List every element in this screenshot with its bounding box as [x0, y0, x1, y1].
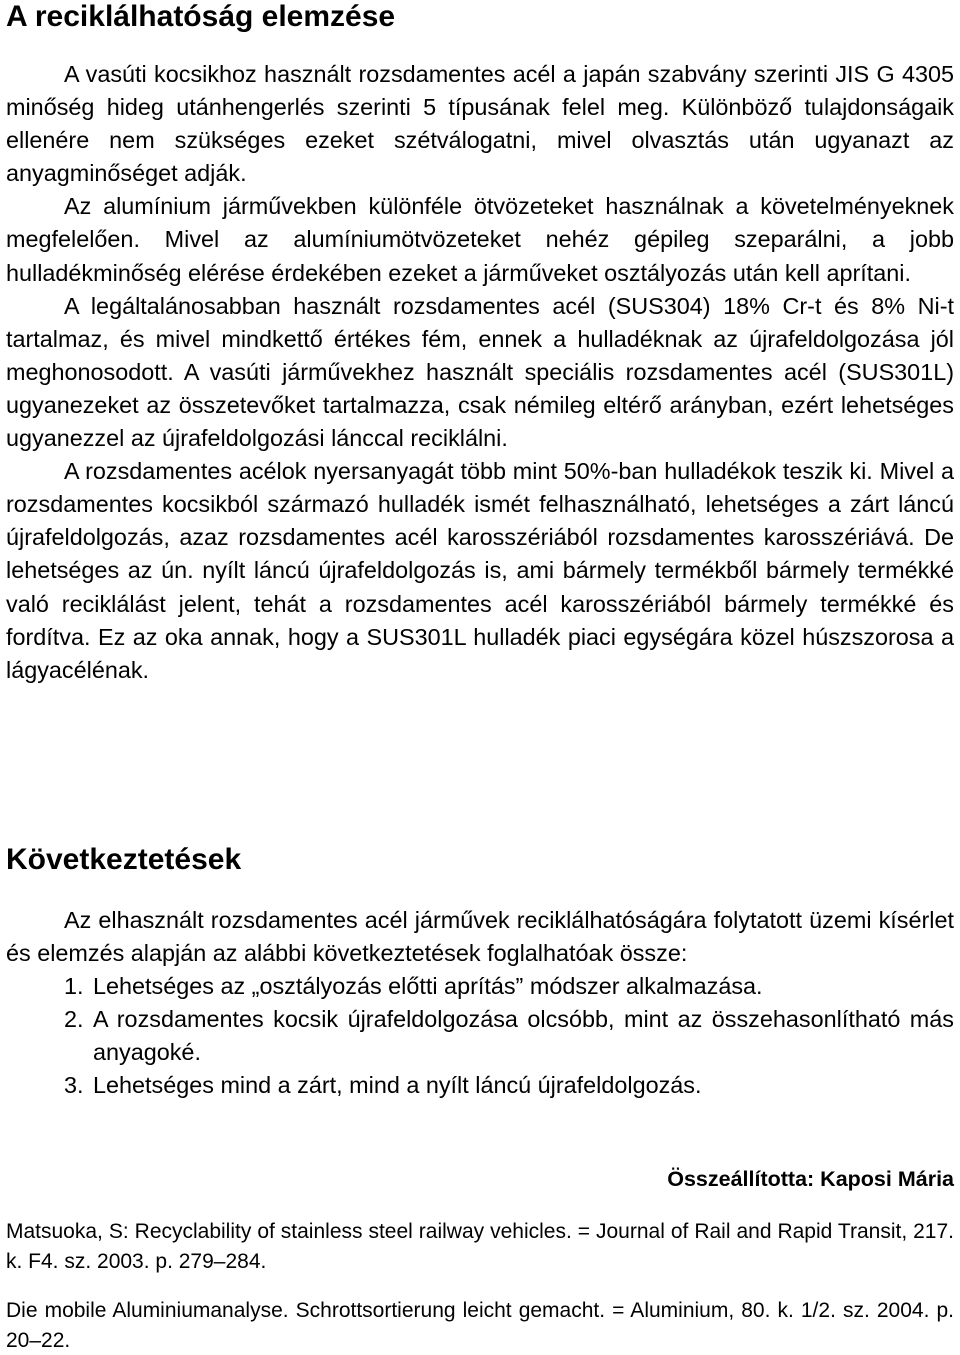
section-heading-conclusions: Következtetések [6, 843, 242, 876]
reference-entry: Die mobile Aluminiumanalyse. Schrottsortierung leicht gemacht. = Aluminium, 80. k. 1/2. sz. 2004. p. 20–22. [6, 1299, 954, 1352]
section-heading-recyclability: A reciklálhatóság elemzése [6, 0, 396, 33]
list-item [6, 1069, 954, 1102]
paragraph: A vasúti kocsikhoz használt rozsdamentes acél a japán szabvány szerinti JIS G 4305 minőség hideg utánhengerlés szerinti 5 típusának felel meg. Különböző tulajdonságaik ellenére nem szükséges ezeket szétválogatni, mivel olvasztás után ugyanazt az anyagminőséget adják. [6, 61, 954, 187]
conclusions-body [6, 904, 954, 1103]
paragraph: Az alumínium járművekben különféle ötvözeteket használnak a követelményeknek megfelelően. Mivel az alumíniumötvözeteket nehéz gépileg szeparálni, a jobb hulladékminőség elérése érdekében ezeket a járműveket osztályozás után kell aprítani. [6, 193, 954, 286]
paragraph: Az elhasznált rozsdamentes acél járművek reciklálhatóságára folytatott üzemi kísérlet és elemzés alapján az alábbi következtetések foglalhatóak össze: [6, 907, 954, 967]
list-item-number: 3. [64, 1072, 84, 1099]
list-item [6, 970, 954, 1003]
list-item [6, 1003, 954, 1069]
recyclability-body [6, 58, 954, 687]
list-item-text: Lehetséges az „osztályozás előtti aprítás” módszer alkalmazása. [93, 973, 763, 1000]
list-item-text: Lehetséges mind a zárt, mind a nyílt láncú újrafeldolgozás. [93, 1072, 702, 1099]
reference-entry: Matsuoka, S: Recyclability of stainless steel railway vehicles. = Journal of Rail and Rapid Transit, 217. k. F4. sz. 2003. p. 279–284. [6, 1220, 954, 1273]
paragraph: A rozsdamentes acélok nyersanyagát több mint 50%-ban hulladékok teszik ki. Mivel a rozsdamentes kocsikból származó hulladék ismét felhasználható, lehetséges a zárt láncú újrafeldolgozás, azaz rozsdamentes acél karosszériából rozsdamentes karosszériává. De lehetséges az ún. nyílt láncú újrafeldolgozás is, ami bármely termékből bármely termékké való reciklálást jelent, tehát a rozsdamentes acél karosszériából bármely termékké és fordítva. Ez az oka annak, hogy a SUS301L hulladék piaci egységára közel húszszorosa a lágyacélénak. [6, 458, 954, 683]
paragraph: A legáltalánosabban használt rozsdamentes acél (SUS304) 18% Cr-t és 8% Ni-t tartalmaz, és mivel mindkettő értékes fém, ennek a hulladéknak az újrafeldolgozása jól meghonosodott. A vasúti járművekhez használt speciális rozsdamentes acél (SUS301L) ugyanezeket az összetevőket tartalmazza, csak némileg eltérő arányban, ezért lehetséges ugyanezzel az újrafeldolgozási lánccal reciklálni. [6, 292, 954, 452]
conclusions-list [6, 970, 954, 1102]
list-item-number: 2. [64, 1006, 84, 1033]
list-item-number: 1. [64, 973, 84, 1000]
compiler-credit: Összeállította: Kaposi Mária [667, 1167, 954, 1191]
list-item-text: A rozsdamentes kocsik újrafeldolgozása olcsóbb, mint az összehasonlítható más anyagoké. [93, 1006, 954, 1066]
